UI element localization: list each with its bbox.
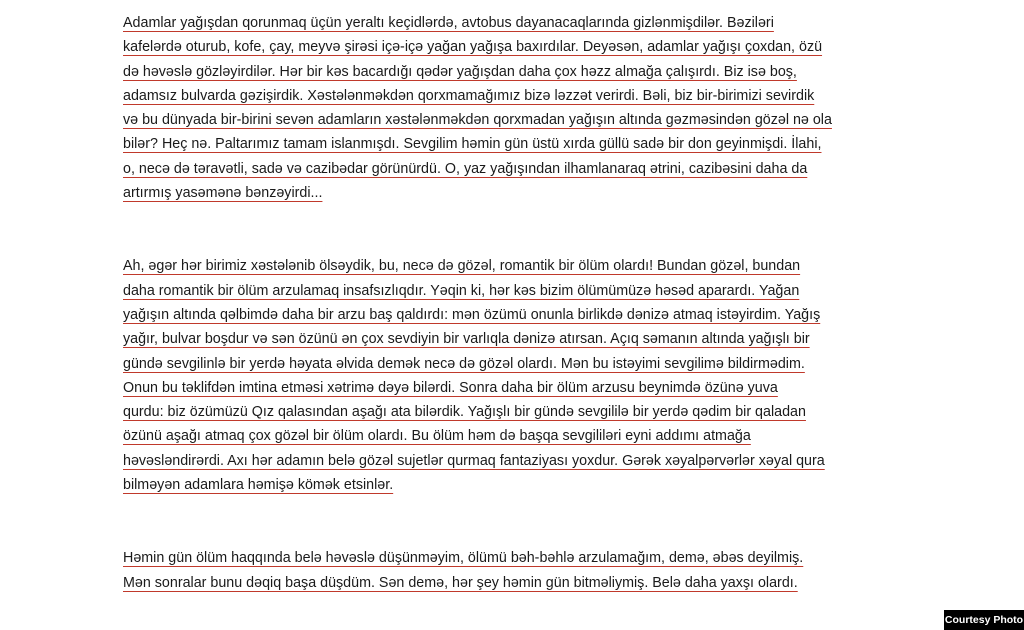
text-line: adamsız bulvarda gəzişirdik. Xəstələnməkdən qorxmamağımız bizə ləzzət verirdi. Bəli, biz bir-birimizi sevirdik bbox=[123, 87, 815, 104]
text-line: bilməyən adamlara həmişə kömək etsinlər. bbox=[123, 477, 394, 494]
paragraph-1 bbox=[123, 11, 903, 205]
text-line: gündə sevgilinlə bir yerdə həyata əlvida demək necə də gözəl olardı. Mən bu istəyimi sevgilimə bildirmədim. bbox=[123, 355, 805, 372]
text-line: daha romantik bir ölüm arzulamaq insafsızlıqdır. Yəqin ki, hər kəs bizim ölümümüzə həsəd aparardı. Yağan bbox=[123, 282, 800, 299]
text-line: yağışın altında qəlbimdə daha bir arzu baş qaldırdı: mən özümü onunla birlikdə dənizə atmaq istəyirdim. Yağış bbox=[123, 306, 821, 323]
text-line: özünü aşağı atmaq çox gözəl bir ölüm olardı. Bu ölüm həm də başqa sevgililəri eyni addımı atmağa bbox=[123, 428, 751, 445]
text-line: Onun bu təklifdən imtina etməsi xətrimə dəyə bilərdi. Sonra daha bir ölüm arzusu beynimdə özünə yuva bbox=[123, 379, 778, 396]
text-line: Mən sonralar bunu dəqiq başa düşdüm. Sən demə, hər şey həmin gün bitməliymiş. Belə daha yaxşı olardı. bbox=[123, 574, 798, 591]
text-line: də həvəslə gözləyirdilər. Hər bir kəs bacardığı qədər yağışdan daha çox həzz almağa çalışırdı. Biz isə boş, bbox=[123, 63, 797, 80]
text-line: Ah, əgər hər birimiz xəstələnib ölsəydik, bu, necə də gözəl, romantik bir ölüm olardı! Bundan gözəl, bundan bbox=[123, 258, 801, 275]
text-line: bilər? Heç nə. Paltarımız tamam islanmışdı. Sevgilim həmin gün üstü xırda güllü sadə bir don geyinmişdi. İlahi, bbox=[123, 136, 822, 153]
photo-credit-badge: Courtesy Photo bbox=[944, 610, 1024, 630]
text-line: o, necə də təravətli, sadə və cazibədar görünürdü. O, yaz yağışından ilhamlanaraq ətrini, cazibəsini daha da bbox=[123, 160, 808, 177]
text-line: qurdu: biz özümüzü Qız qalasından aşağı ata bilərdik. Yağışlı bir gündə sevgililə bir yerdə qədim bir qaladan bbox=[123, 404, 806, 421]
text-line: və bu dünyada bir-birini sevən adamların xəstələnməkdən qorxmadan yağışın altında gəzməsindən gözəl nə ola bbox=[123, 112, 832, 129]
text-line: həvəsləndirərdi. Axı hər adamın belə gözəl sujetlər qurmaq fantaziyası yoxdur. Gərək xəyalpərvərlər xəyal qura bbox=[123, 452, 825, 469]
document-body bbox=[123, 11, 903, 595]
text-line: kafelərdə oturub, kofe, çay, meyvə şirəsi içə-içə yağan yağışa baxırdılar. Deyəsən, adamlar yağışı çoxdan, özü bbox=[123, 39, 823, 56]
paragraph-2 bbox=[123, 254, 903, 497]
text-line: yağır, bulvar boşdur və sən özünü ən çox sevdiyin bir varlıqla dənizə atırsan. Açıq səmanın altında yağışlı bir bbox=[123, 331, 810, 348]
text-line: Həmin gün ölüm haqqında belə həvəslə düşünməyim, ölümü bəh-bəhlə arzulamağım, demə, əbəs deyilmiş. bbox=[123, 550, 804, 567]
text-line: artırmış yasəmənə bənzəyirdi... bbox=[123, 185, 323, 202]
paragraph-3 bbox=[123, 546, 903, 595]
text-line: Adamlar yağışdan qorunmaq üçün yeraltı keçidlərdə, avtobus dayanacaqlarında gizlənmişdilər. Bəziləri bbox=[123, 15, 774, 31]
